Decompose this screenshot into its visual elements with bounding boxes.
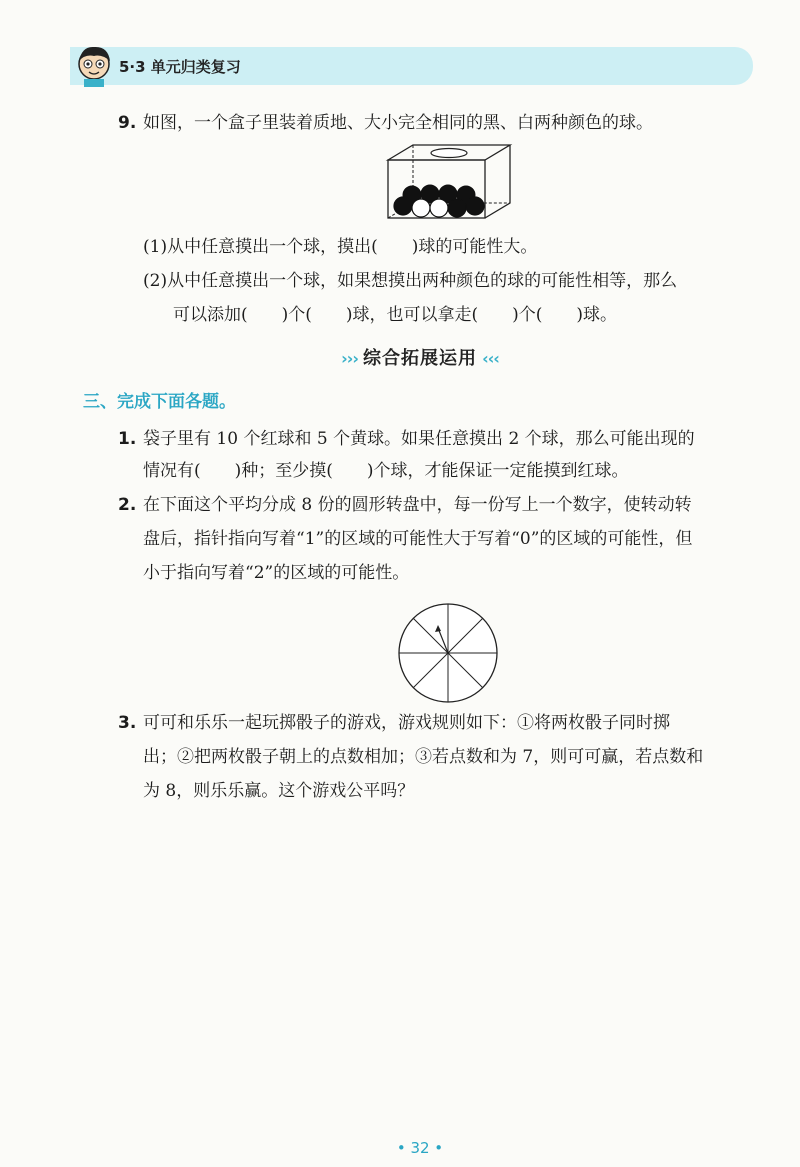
page-number: • 32 • (396, 1139, 444, 1157)
question-3-line-2: 出；②把两枚骰子朝上的点数相加；③若点数和为 7，则可可赢，若点数和 (143, 747, 704, 767)
spinner-illustration (395, 603, 501, 709)
question-9-text: 如图，一个盒子里装着质地、大小完全相同的黑、白两种颜色的球。 (143, 113, 653, 133)
banner-title: 综合拓展运用 (363, 348, 477, 369)
question-3-line-1: 可可和乐乐一起玩掷骰子的游戏，游戏规则如下：①将两枚骰子同时掷 (143, 713, 670, 733)
black-ball (394, 197, 412, 215)
question-3-line-3: 为 8，则乐乐赢。这个游戏公平吗？ (143, 781, 415, 801)
question-9-part-1: (1)从中任意摸出一个球，摸出( )球的可能性大。 (143, 237, 538, 257)
question-2-line-2: 盘后，指针指向写着“1”的区域的可能性大于写着“0”的区域的可能性，但 (143, 529, 693, 549)
white-ball (412, 199, 430, 217)
header-title: 5·3 单元归类复习 (119, 58, 241, 76)
question-1-line-2: 情况有( )种；至少摸( )个球，才能保证一定能摸到红球。 (143, 461, 629, 481)
black-ball (448, 199, 466, 217)
black-ball (466, 197, 484, 215)
question-1-number: 1. (118, 429, 137, 449)
question-2-line-1: 在下面这个平均分成 8 份的圆形转盘中，每一份写上一个数字，使转动转 (143, 495, 692, 515)
question-2-line-3: 小于指向写着“2”的区域的可能性。 (143, 563, 410, 583)
box-side-face (485, 145, 510, 218)
question-9-part-2-line-2: 可以添加( )个( )球，也可以拿走( )个( )球。 (173, 305, 618, 325)
question-1-line-1: 袋子里有 10 个红球和 5 个黄球。如果任意摸出 2 个球，那么可能出现的 (143, 429, 695, 449)
question-3-number: 3. (118, 713, 137, 733)
section-3-heading: 三、完成下面各题。 (83, 392, 236, 412)
question-9-number: 9. (118, 113, 137, 133)
mascot-icon (72, 42, 116, 88)
question-9-part-2-line-1: (2)从中任意摸出一个球，如果想摸出两种颜色的球的可能性相等，那么 (143, 271, 678, 291)
question-2-number: 2. (118, 495, 137, 515)
section-banner (300, 344, 540, 372)
box-opening (431, 149, 467, 158)
banner-left-arrows: ››› (341, 349, 358, 368)
white-ball (430, 199, 448, 217)
ball-box-illustration (385, 142, 515, 222)
banner-right-arrows: ‹‹‹ (482, 349, 499, 368)
